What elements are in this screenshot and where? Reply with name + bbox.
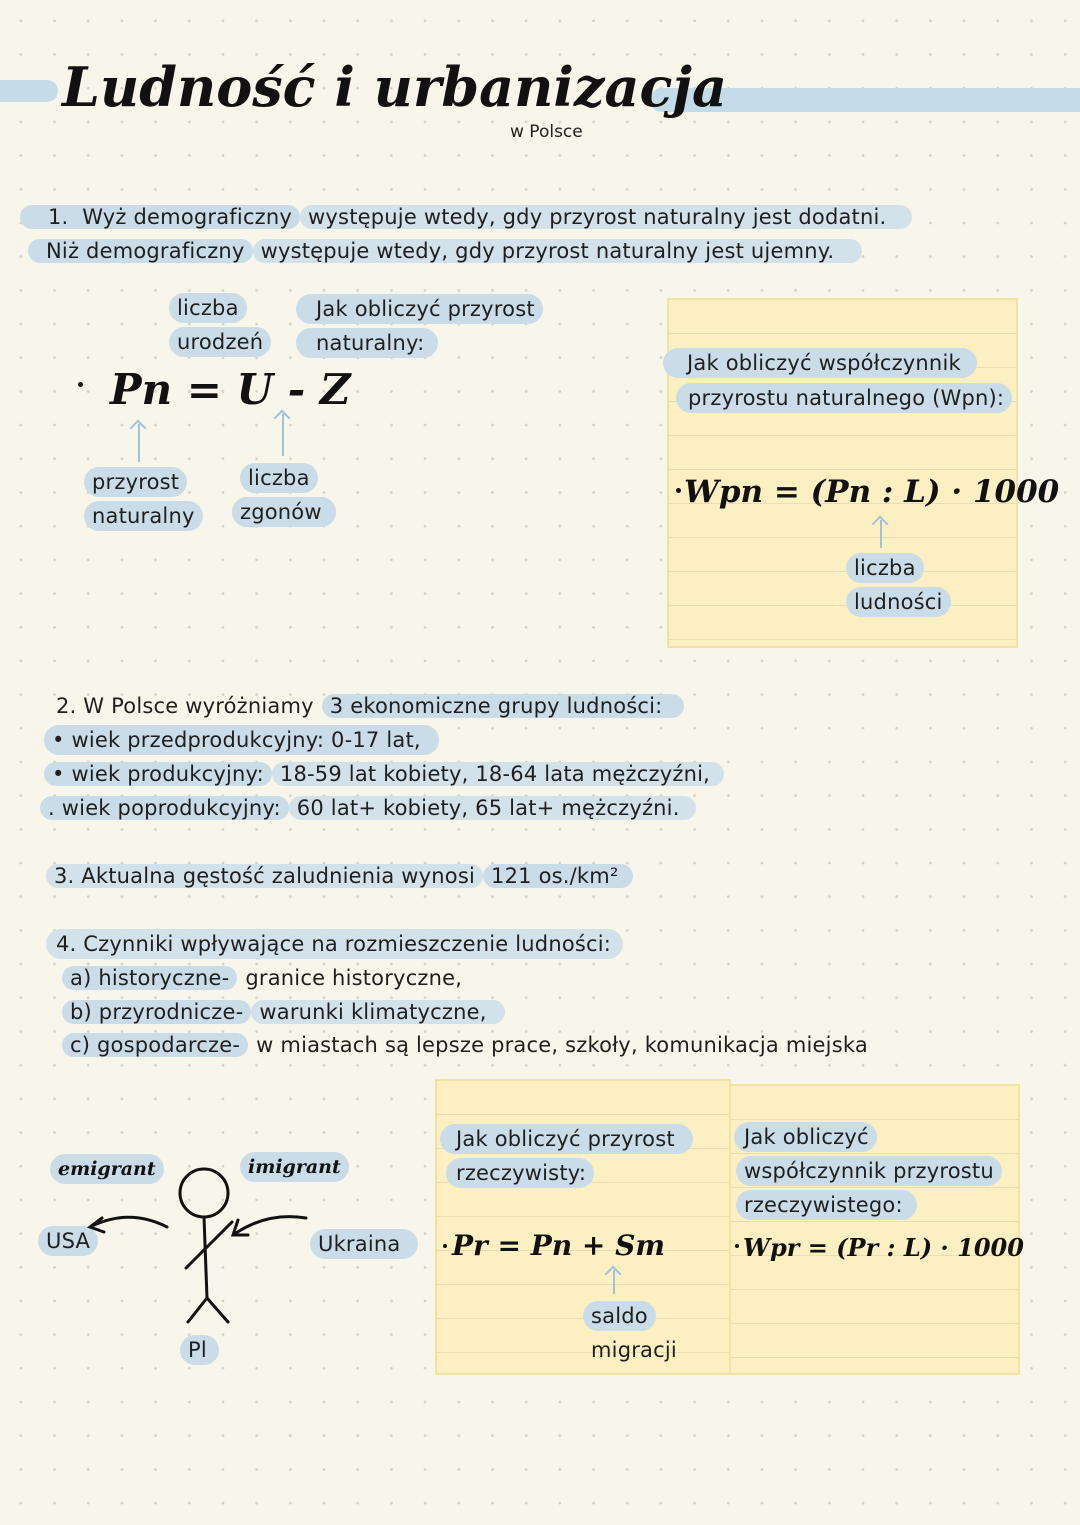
factor-item: a) historyczne- granice historyczne, [62,963,470,993]
ukraina-label: Ukraina [310,1229,418,1259]
wpn-question-2: przyrostu naturalnego (Wpn): [676,383,1012,413]
pr-question-1: Jak obliczyć przyrost [440,1124,693,1154]
factor-item: b) przyrodnicze- warunki klimatyczne, [62,997,505,1027]
wpn-question-1: Jak obliczyć współczynnik [663,348,977,378]
stick-figure-icon [0,1150,320,1335]
page-subtitle: w Polsce [510,122,583,142]
header-brush-left [0,80,58,102]
section-2-intro-a: 2. W Polsce wyróżniamy [56,694,314,718]
wpn-label-1: liczba [846,553,924,583]
page-title: Ludność i urbanizacja [62,55,727,119]
bullet-dot [78,382,83,387]
imigrant-label: imigrant [240,1152,349,1182]
pn-formula: Pn = U - Z [110,365,351,414]
pr-formula: Pr = Pn + Sm [452,1229,665,1262]
deaths-label-2: zgonów [232,497,336,527]
wpr-question-2: współczynnik przyrostu [736,1156,1002,1186]
section-1-line-2 [28,236,862,266]
arrow-up-icon [613,1270,615,1294]
usa-label: USA [38,1226,98,1256]
arrow-up-icon [282,414,284,456]
pr-label-2: migracji [591,1338,677,1362]
deaths-label-1: liczba [240,463,318,493]
niz-rest: występuje wtedy, gdy przyrost naturalny jest ujemny. [253,239,863,263]
bullet-dot [676,488,681,493]
density-value: 121 os./km² [483,864,633,888]
emigrant-label: emigrant [50,1154,164,1184]
arrow-up-icon [880,520,882,548]
wpr-question-3: rzeczywistego: [736,1190,917,1220]
section-2-intro-b: 3 ekonomiczne grupy ludności: [322,694,685,718]
section-1-line-1 [20,202,912,232]
wpr-question-1: Jak obliczyć [734,1122,877,1152]
wyz-highlight: 1. Wyż demograficzny [20,205,300,229]
pl-label: Pl [180,1335,219,1365]
arrow-up-icon [138,424,140,462]
wpr-formula: Wpr = (Pr : L) · 1000 [743,1233,1024,1262]
age-group-item: • wiek produkcyjny: 18-59 lat kobiety, 18-64 lata mężczyźni, [44,759,724,789]
wpn-label-2: ludności [846,587,951,617]
niz-highlight: Niż demograficzny [28,239,253,263]
pr-label-1: saldo [583,1301,656,1331]
pr-question-2: rzeczywisty: [446,1158,594,1188]
bullet-dot [735,1244,739,1248]
pn-left-label-1: przyrost [84,467,187,497]
pn-question-2: naturalny: [296,328,438,358]
section-2-intro [48,691,684,721]
wpn-formula: Wpn = (Pn : L) · 1000 [684,474,1060,510]
density-text: 3. Aktualna gęstość zaludnienia wynosi [46,864,483,888]
factor-item: c) gospodarcze- w miastach są lepsze prace, szkoły, komunikacja miejska [62,1030,876,1060]
pn-left-label-2: naturalny [84,501,203,531]
wyz-rest: występuje wtedy, gdy przyrost naturalny jest dodatni. [300,205,912,229]
births-label-2: urodzeń [169,327,271,357]
section-4-title: 4. Czynniki wpływające na rozmieszczenie ludności: [46,929,623,959]
bullet-dot [443,1244,447,1248]
pn-question-1: Jak obliczyć przyrost [296,294,543,324]
births-label-1: liczba [169,293,247,323]
section-3 [46,861,633,891]
age-group-item: • wiek przedprodukcyjny: 0-17 lat, [44,725,439,755]
age-group-item: . wiek poprodukcyjny: 60 lat+ kobiety, 65 lat+ mężczyźni. [40,793,696,823]
